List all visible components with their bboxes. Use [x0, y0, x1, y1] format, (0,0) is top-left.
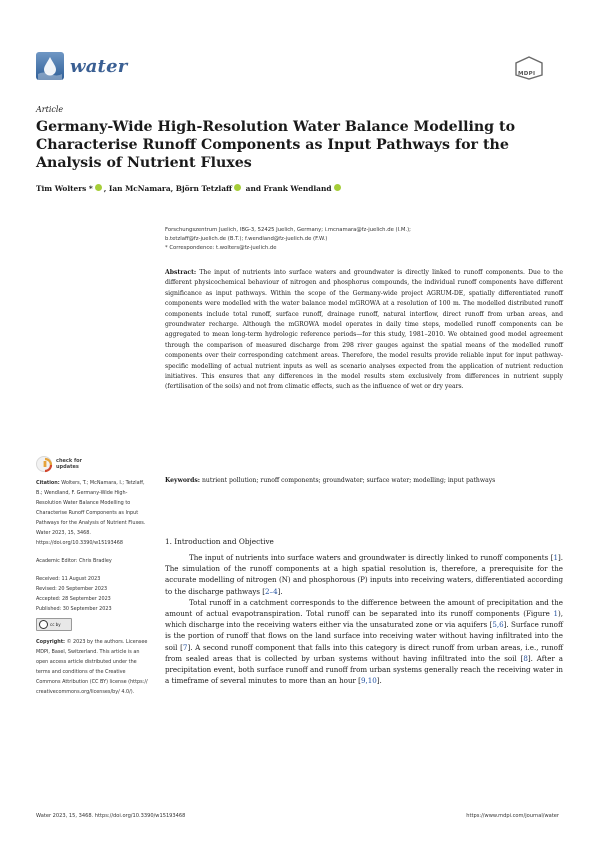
check-updates-icon: [36, 456, 52, 472]
article-type: Article: [36, 105, 64, 114]
section-heading: 1. Introduction and Objective: [165, 537, 274, 546]
revised-date: Revised: 20 September 2023: [36, 586, 108, 592]
orcid-icon[interactable]: [95, 184, 102, 191]
orcid-icon[interactable]: [234, 184, 241, 191]
abstract-text: The input of nutrients into surface waters and groundwater is directly linked to runoff components. Due to the different physicochemical behaviour of nitrogen and phosphorus compounds, the individual runoff components have different significance as input pathways. Within the scope of the Germany-wide project AGRUM-DE, spatially differentiated runoff components were modelled with the water balance model mGROWA at a resolution of 100 m. The modelled distributed runoff components include total runoff, surface runoff, drainage runoff, natural interflow, direct runoff from urban areas, and groundwater recharge. Although the mGROWA model operates in daily time steps, modelled runoff components can be aggregated to mean long-term hydrologic reference periods—for this study, 1981–2010. We obtained good model agreement through the comparison of measured discharge from 298 river gauges against the spatial means of the modelled runoff components over their corresponding catchment areas. Therefore, the model results provide reliable input for input pathway-specific modelling of actual nutrient inputs as well as scenario analyses expected from the application of nutrient reduction initiatives. This ensures that any differences in the model results stem exclusively from differences in nutrient supply (fertilisation of the soils) and not from climatic effects, such as the influence of wet or dry years.: [165, 269, 563, 391]
footer-journal-link[interactable]: https://www.mdpi.com/journal/water: [466, 813, 559, 819]
abstract-label: Abstract:: [165, 269, 197, 276]
journal-logo: [36, 52, 127, 80]
affiliation-line: b.tetzlaff@fz-juelich.de (B.T.); f.wendland@fz-juelich.de (F.W.): [165, 236, 328, 243]
water-drop-icon: [36, 52, 64, 80]
author-1: Tim Wolters *: [36, 184, 93, 193]
paragraph: The input of nutrients into surface waters and groundwater is directly linked to runoff components [1]. The simulation of the runoff components at a high spatial resolution is, therefore, a prerequisite for the accurate modelling of nitrogen (N) and phosphorous (P) inputs into receiving waters, differentiated according to the discharge pathways [2–4].: [165, 553, 563, 596]
keywords-text: nutrient pollution; runoff components; groundwater; surface water; modelling; input pathways: [200, 477, 496, 484]
citation: Citation: Wolters, T.; McNamara, I.; Tetzlaff, B.; Wendland, F. Germany-Wide High-Resolution Water Balance Modelling to Characterise Runoff Components as Input Pathways for the Analysis of Nutrient Fluxes. Water 2023, 15, 3468. https://doi.org/10.3390/w15193468: [36, 480, 146, 546]
affiliations: [165, 226, 565, 254]
citation-link[interactable]: 1: [553, 553, 558, 562]
author-2-3: , Ian McNamara, Björn Tetzlaff: [103, 184, 233, 193]
citation-link[interactable]: 2–4: [265, 586, 278, 596]
paragraph: Total runoff in a catchment corresponds to the difference between the amount of precipitation and the amount of actual evapotranspiration. Total runoff can be separated into its runoff components (Figure 1), which discharge into the receiving waters either via the unsaturated zone or via aquifers [5,6]. Surface runoff is the portion of runoff that flows on the land surface into receiving water without having infiltrated into the soil [7]. A second runoff component that falls into this category is direct runoff from urban areas, i.e., runoff from sealed areas that is collected by urban systems without having infiltrated into the soil [8]. After a precipitation event, both surface runoff and runoff from urban systems generally reach the receiving water in a timeframe of several minutes to more than an hour [9,10].: [165, 597, 563, 686]
published-date: Published: 30 September 2023: [36, 606, 112, 612]
keywords: [165, 476, 563, 486]
citation-link[interactable]: 5,6: [492, 620, 504, 630]
copyright: Copyright: © 2023 by the authors. Licensee MDPI, Basel, Switzerland. This article is an open access article distributed under the terms and conditions of the Creative Commons Attribution (CC BY) license (https:// creativecommons.org/licenses/by/ 4.0/).: [36, 639, 148, 695]
correspondence: * Correspondence: t.wolters@fz-juelich.de: [165, 245, 277, 252]
article-title: Germany-Wide High-Resolution Water Balance Modelling to Characterise Runoff Components as Input Pathways for the Analysis of Nutrient Fluxes: [36, 119, 516, 171]
mdpi-logo: [514, 56, 544, 80]
affiliation-line: Forschungszentrum Juelich, IBG-3, 52425 Juelich, Germany; i.mcnamara@fz-juelich.de (I.M.);: [165, 227, 411, 233]
author-list: [36, 184, 343, 193]
abstract: [165, 268, 563, 393]
accepted-date: Accepted: 28 September 2023: [36, 596, 111, 602]
citation-link[interactable]: 8: [523, 653, 528, 663]
check-updates-line: check for: [56, 458, 83, 464]
publisher-name: MDPI: [518, 71, 536, 77]
citation-link[interactable]: 7: [182, 642, 188, 652]
figure-link[interactable]: 1: [553, 609, 558, 619]
check-updates-line: updates: [56, 464, 79, 470]
body-text: [165, 552, 563, 686]
cc-icon: [39, 620, 48, 629]
keywords-label: Keywords:: [165, 477, 201, 484]
footer-citation: Water 2023, 15, 3468. https://doi.org/10.3390/w15193468: [36, 813, 186, 819]
article-info-sidebar: [36, 478, 148, 697]
author-4: and Frank Wendland: [243, 184, 332, 193]
academic-editor: Academic Editor: Chris Bradley: [36, 558, 112, 564]
check-for-updates-button[interactable]: [36, 456, 82, 472]
citation-link[interactable]: 9,10: [360, 676, 377, 686]
cc-by-license-badge[interactable]: cc by: [36, 618, 72, 631]
journal-name: water: [70, 55, 128, 77]
orcid-icon[interactable]: [334, 184, 341, 191]
received-date: Received: 11 August 2023: [36, 576, 101, 582]
